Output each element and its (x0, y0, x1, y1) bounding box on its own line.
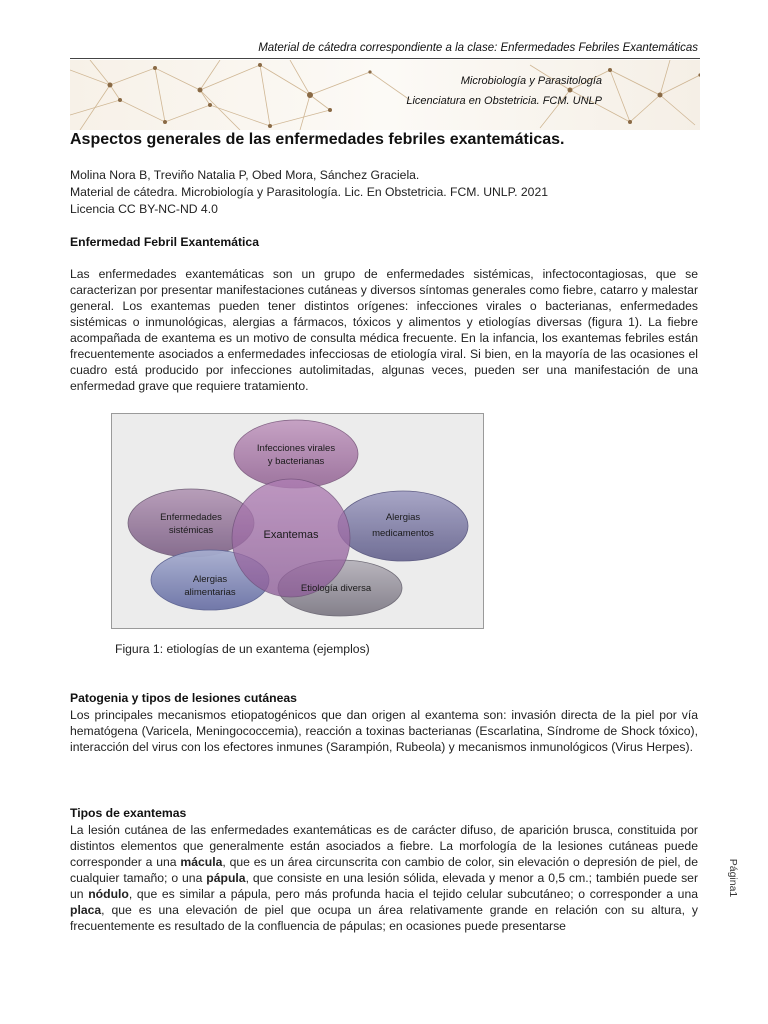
label-center: Exantemas (263, 529, 319, 541)
source-line: Material de cátedra. Microbiología y Parasitología. Lic. En Obstetricia. FCM. UNLP. 2021 (70, 185, 549, 199)
term-macula: mácula (180, 855, 223, 869)
section-heading-febril: Enfermedad Febril Exantemática (70, 235, 259, 249)
label-top-2: y bacterianas (267, 456, 325, 467)
paragraph-tipos: La lesión cutánea de las enfermedades exantemáticas es de carácter difuso, de aparición brusca, constituida por distintos elementos que generalmente están asociados a fiebre. La morfología de la lesiones cutáneas puede corresponder a una mácula, que es un área circunscrita con cambio de color, sin elevación o depresión de piel, de cualquier tamaño; o una pápula, que consiste en una lesión sólida, elevada y menor a 0,5 cm.; también puede ser un nódulo, que es similar a pápula, pero más profunda hacia el tejido celular subcutáneo; o corresponder a una placa, que es una elevación de piel que ocupa un área relativamente grande en relación con su altura, y frecuentemente es resultado de la confluencia de pápulas; en ocasiones puede presentarse (70, 823, 699, 933)
label-bottom-left-2: alimentarias (184, 587, 236, 598)
banner-program: Licenciatura en Obstetricia. FCM. UNLP (406, 95, 602, 107)
section-heading-patogenia: Patogenia y tipos de lesiones cutáneas (70, 691, 297, 705)
banner-subject: Microbiología y Parasitología (460, 75, 602, 87)
etiology-diagram (111, 413, 484, 629)
license-line: Licencia CC BY-NC-ND 4.0 (70, 202, 218, 216)
term-nodulo: nódulo (88, 887, 129, 901)
node-top (234, 420, 358, 488)
paragraph-febril: Las enfermedades exantemáticas son un grupo de enfermedades sistémicas, infectocontagiosas, que se caracterizan por presentar manifestaciones cutáneas y diversos síntomas generales como fiebre, catarro y malestar general. Los exantemas pueden tener distintos orígenes: infecciones virales o bacterianas, enfermedades sistémicas o inmunológicas, alergias a fármacos, tóxicos y alimentos y etiologías diversas (figura 1). La fiebre acompañada de exantema es un motivo de consulta médica frecuente. En la infancia, los exantemas febriles están frecuentemente asociados a enfermedades infecciosas de etiología viral. Si bien, en la mayoría de las ocasiones el cuadro está producido por infecciones autolimitadas, algunas veces, pueden ser una manifestación de una enfermedad grave que requiere tratamiento. (70, 267, 698, 393)
page-number: Página1 (727, 858, 739, 898)
term-placa: placa (70, 903, 102, 917)
label-right-1: Alergias (385, 512, 421, 523)
label-left-2: sistémicas (168, 525, 214, 536)
section-heading-tipos: Tipos de exantemas (70, 806, 187, 820)
paragraph-patogenia: Los principales mecanismos etiopatogénicos que dan origen al exantema son: invasión directa de la piel por vía hematógena (Varicela, Meningococcemia), reacción a toxinas bacterianas (Escarlatina, Síndrome de Shock tóxico), interacción del virus con los efectores inmunes (Sarampión, Rubeola) y mecanismos inmunológicos (Virus Herpes). (70, 708, 698, 754)
label-bottom-left-1: Alergias (192, 574, 228, 585)
authors-line: Molina Nora B, Treviño Natalia P, Obed Mora, Sánchez Graciela. (70, 168, 420, 182)
label-left-1: Enfermedades (160, 512, 222, 523)
document-title: Aspectos generales de las enfermedades febriles exantemáticas. (70, 131, 565, 148)
label-bottom-right: Etiología diversa (300, 583, 372, 594)
figure-caption: Figura 1: etiologías de un exantema (ejemplos) (115, 642, 370, 656)
header-rule (70, 58, 700, 59)
term-papula: pápula (206, 871, 246, 885)
running-header: Material de cátedra correspondiente a la clase: Enfermedades Febriles Exantemáticas (258, 42, 698, 54)
node-right (338, 491, 468, 561)
label-top-1: Infecciones virales (256, 443, 336, 454)
label-right-2: medicamentos (372, 528, 434, 539)
